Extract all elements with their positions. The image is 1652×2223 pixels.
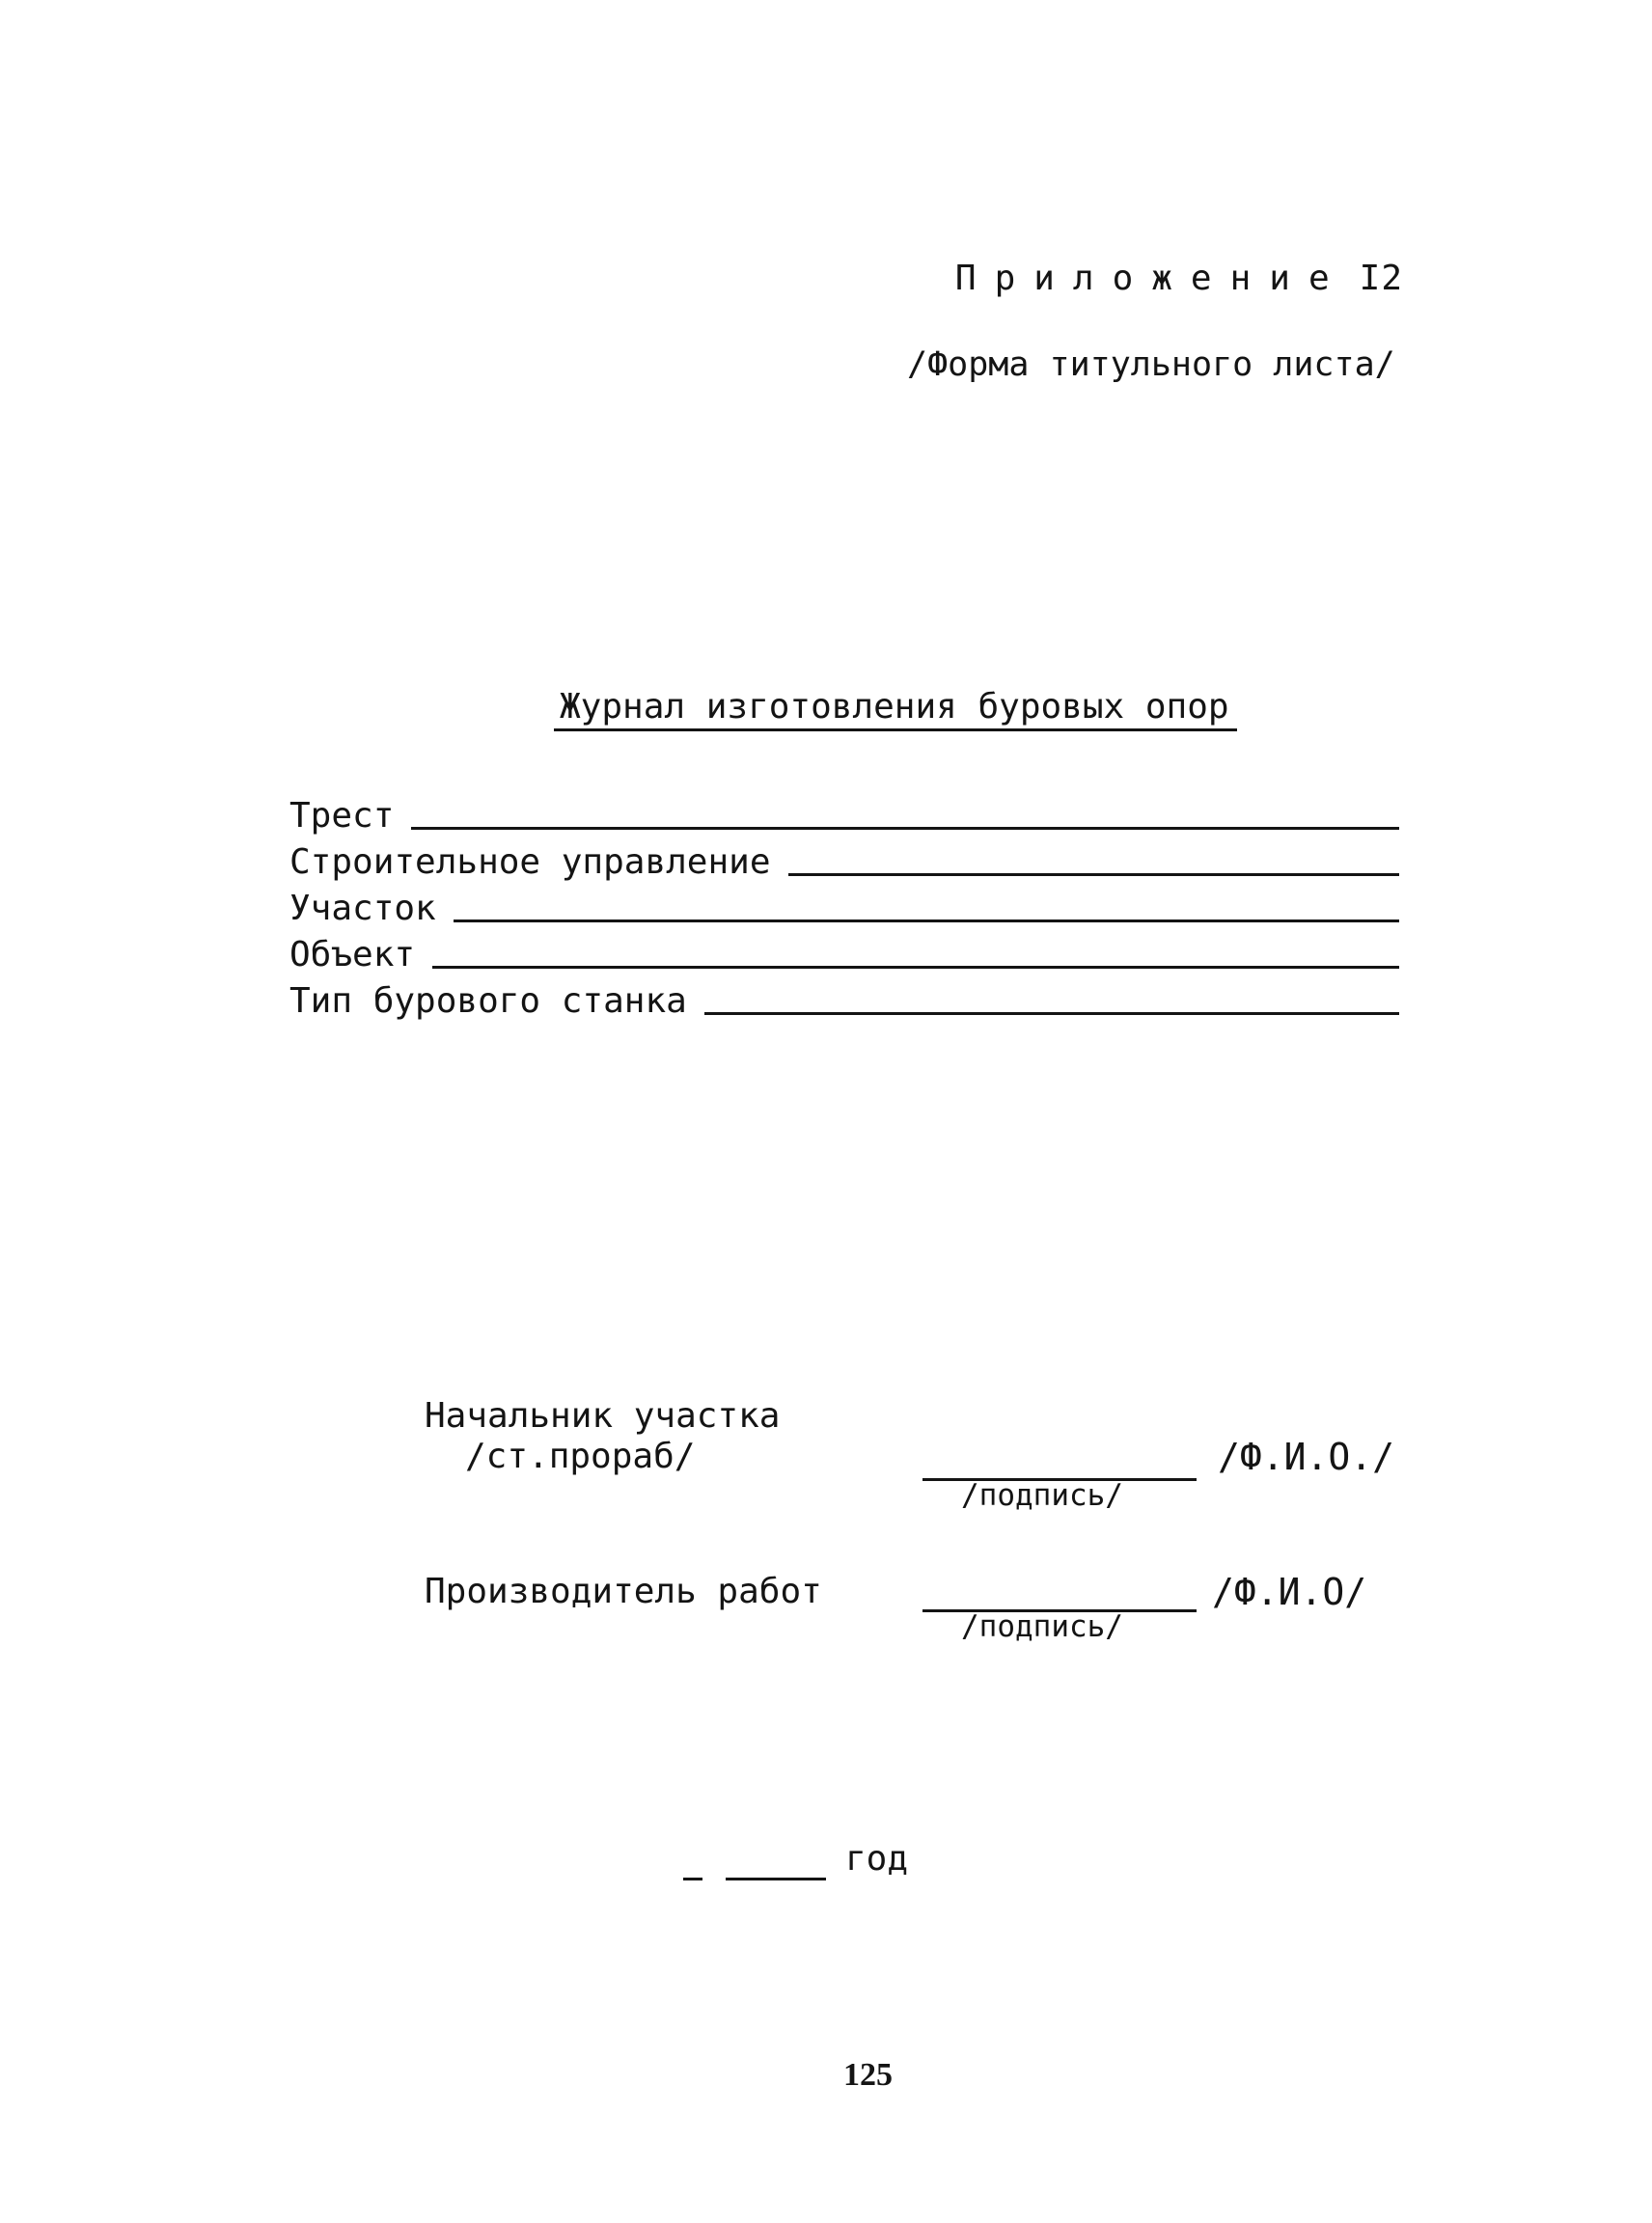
field-row-object [289,928,1399,974]
chief-signature-caption: /подпись/ [961,1478,1123,1513]
chief-subtitle: /ст.прораб/ [465,1437,696,1476]
appendix-number: I2 [1359,259,1403,298]
form-note: /Форма титульного листа/ [907,345,1395,384]
field-blank-object [432,966,1399,969]
foreman-title: Производитель работ [425,1572,822,1611]
field-blank-rig-type [704,1012,1399,1015]
field-label-trest: Трест [289,796,395,836]
appendix-heading [955,259,1403,298]
year-number-blank [726,1878,826,1880]
field-blank-construction-department [788,873,1400,876]
page-number: 125 [843,2057,893,2093]
field-row-construction-department [289,836,1399,882]
year-word: год [845,1839,909,1879]
year-day-blank [683,1878,702,1880]
field-label-object: Объект [289,935,416,974]
chief-title: Начальник участка [425,1396,781,1436]
field-label-section: Участок [289,889,436,928]
appendix-word: Приложение [954,259,1348,298]
journal-title: Журнал изготовления буровых опор [554,687,1237,731]
field-label-rig-type: Тип бурового станка [289,981,687,1021]
field-label-construction-department: Строительное управление [289,842,771,882]
foreman-fio: /Ф.И.О/ [1212,1571,1367,1613]
field-blank-trest [411,827,1399,830]
field-row-rig-type [289,974,1399,1021]
field-blank-section [454,919,1399,922]
field-row-trest [289,789,1399,836]
chief-fio: /Ф.И.О./ [1218,1436,1395,1478]
foreman-signature-caption: /подпись/ [961,1609,1123,1644]
field-row-section [289,882,1399,928]
